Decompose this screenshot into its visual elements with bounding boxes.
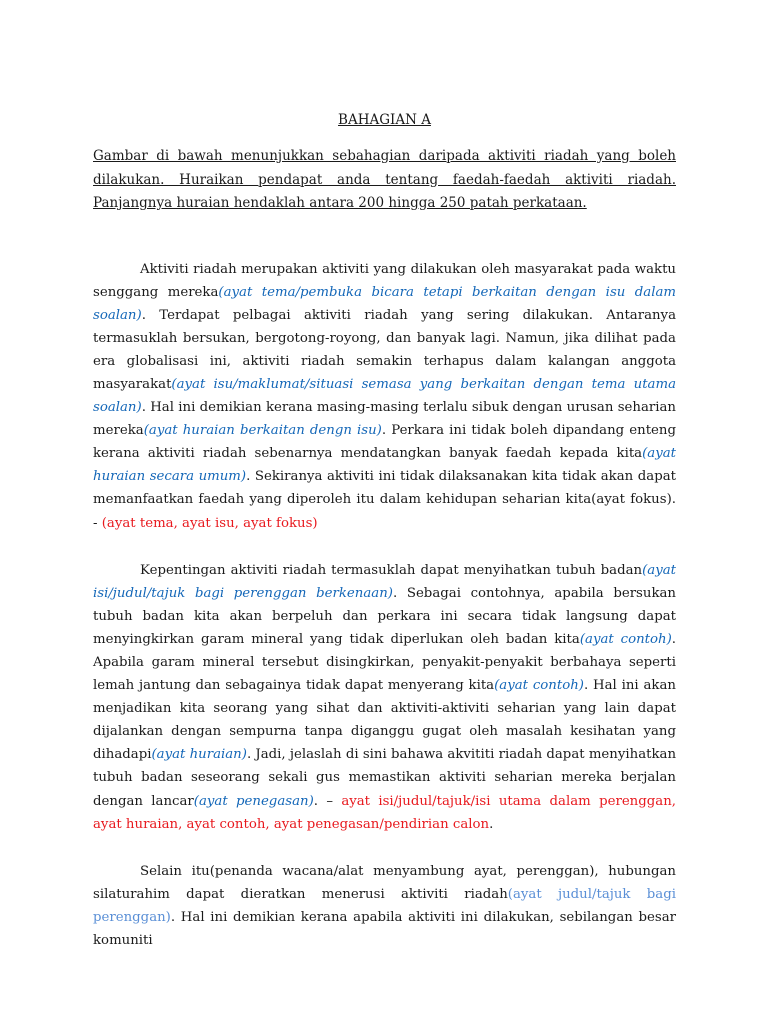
annotation-note: (ayat judul/tajuk bagi perenggan) (93, 886, 676, 925)
annotation-note: (ayat contoh) (579, 631, 672, 647)
essay-paragraph-2 (93, 559, 676, 836)
annotation-note: (ayat isi/judul/tajuk bagi perenggan berkenaan) (93, 562, 676, 601)
paragraph-text: . Jadi, jelaslah di sini bahawa akvititi riadah dapat menyihatkan tubuh badan seseorang sekali gus memastikan aktiviti seharian mereka berjalan dengan lancar (93, 747, 677, 809)
annotation-note: (ayat tema/pembuka bicara tetapi berkaitan dengan isu dalam soalan) (93, 284, 676, 323)
paragraph-text: . (489, 816, 494, 832)
annotation-note: (ayat contoh) (494, 678, 584, 694)
paragraph-text: Selain itu(penanda wacana/alat menyambung ayat, perenggan), hubungan silaturahim dapat dieratkan menerusi aktiviti riadah (93, 863, 676, 902)
paragraph-text: . Hal ini demikian kerana masing-masing terlalu sibuk dengan urusan seharian mereka (93, 400, 676, 439)
annotation-summary: (ayat tema, ayat isu, ayat fokus) (101, 515, 318, 531)
essay-paragraph-3 (93, 860, 676, 952)
annotation-note: (ayat penegasan) (193, 793, 314, 809)
annotation-note: (ayat huraian secara umum) (93, 446, 676, 485)
annotation-summary: ayat isi/judul/tajuk/isi utama dalam perenggan, ayat huraian, ayat contoh, ayat penegasan/pendirian calon (93, 793, 676, 832)
essay-paragraph-1 (93, 258, 676, 535)
paragraph-text: Aktiviti riadah merupakan aktiviti yang dilakukan oleh masyarakat pada waktu senggang mereka (93, 261, 676, 300)
paragraph-text: . Perkara ini tidak boleh dipandang enteng kerana aktiviti riadah sebenarnya mendatangkan banyak faedah kepada kita (93, 423, 676, 462)
paragraph-text: . Hal ini demikian kerana apabila aktiviti ini dilakukan, sebilangan besar komuniti (93, 909, 676, 949)
annotation-note: (ayat huraian) (151, 747, 247, 763)
paragraph-text: Kepentingan aktiviti riadah termasuklah dapat menyihatkan tubuh badan (140, 562, 643, 578)
annotation-note: (ayat huraian berkaitan dengn isu) (143, 423, 382, 439)
paragraph-text: . Sekiranya aktiviti ini tidak dilaksanakan kita tidak akan dapat memanfaatkan faedah yang diperoleh itu dalam kehidupan seharian kita(ayat fokus). - (93, 469, 676, 531)
paragraph-text: . Terdapat pelbagai aktiviti riadah yang sering dilakukan. Antaranya termasuklah bersukan, bergotong-royong, dan banyak lagi. Namun, jika dilihat pada era globalisasi ini, aktiviti riadah semakin terhapus dalam kalangan anggota masyarakat (93, 307, 676, 392)
paragraph-text: . Hal ini akan menjadikan kita seorang yang sihat dan aktiviti-aktiviti seharian yang lain dapat dijalankan dengan sempurna tanpa diganggu gugat oleh masalah kesihatan yang dihadapi (93, 678, 676, 763)
paragraph-text: . Apabila garam mineral tersebut disingkirkan, penyakit-penyakit berbahaya seperti lemah jantung dan sebagainya tidak dapat menyerang kita (93, 631, 676, 694)
paragraph-text: . Sebagai contohnya, apabila bersukan tubuh badan kita akan berpeluh dan perkara ini secara tidak langsung dapat menyingkirkan garam mineral yang tidak diperlukan oleh badan kita (93, 585, 676, 647)
paragraph-text: . – (313, 793, 342, 809)
question-instructions: Gambar di bawah menunjukkan sebahagian daripada aktiviti riadah yang boleh dilakukan. Huraikan pendapat anda tentang faedah-faedah aktiviti riadah. Panjangnya huraian hendaklah antara 200 hingga 250 patah perkataan. (93, 148, 676, 211)
section-heading: BAHAGIAN A (338, 112, 431, 128)
annotation-note: (ayat isu/maklumat/situasi semasa yang berkaitan dengan tema utama soalan) (93, 376, 676, 416)
